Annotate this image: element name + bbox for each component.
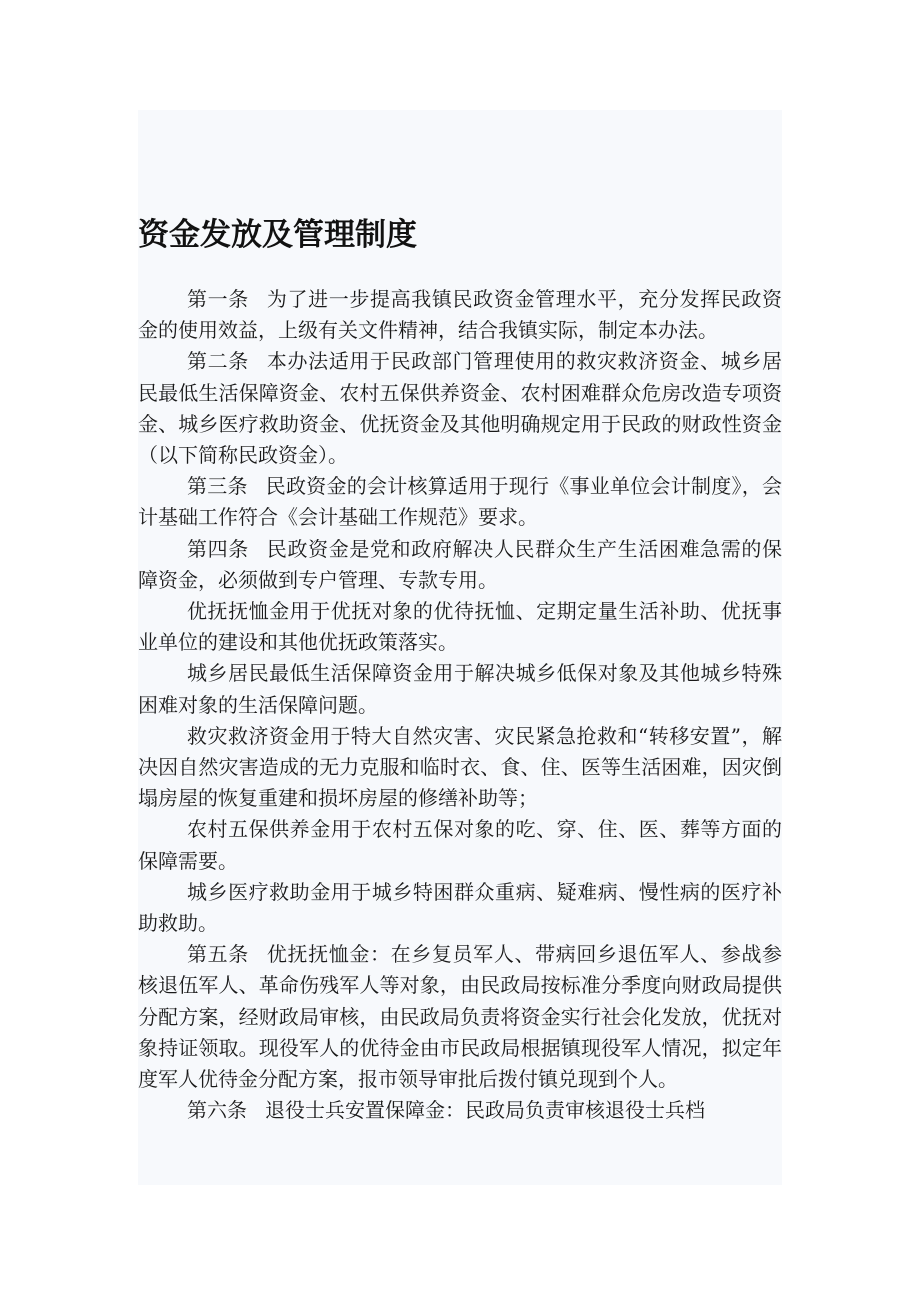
article-text: 优抚抚恤金：在乡复员军人、带病回乡退伍军人、参战参核退伍军人、革命伤残军人等对象，由民政局按标准分季度向财政局提供分配方案，经财政局审核，由民政局负责将资金实行社会化发放，优抚对象持证领取。现役军人的优待金由市民政局根据镇现役军人情况，拟定年度军人优待金分配方案，报市领导审批后拨付镇兑现到个人。 [138, 942, 782, 1092]
article-label: 第二条 [187, 349, 249, 374]
paragraph-dibao-fund [138, 658, 782, 720]
article-text: 民政资金是党和政府解决人民群众生产生活困难急需的保障资金，必须做到专户管理、专款专用。 [138, 536, 782, 592]
document-title: 资金发放及管理制度 [138, 217, 417, 253]
article-text: 民政资金的会计核算适用于现行《事业单位会计制度》，会计基础工作符合《会计基础工作规范》要求。 [138, 474, 782, 530]
paragraph-text: 救灾救济资金用于特大自然灾害、灾民紧急抢救和“转移安置”，解决因自然灾害造成的无力克服和临时衣、食、住、医等生活困难，因灾倒塌房屋的恢复重建和损坏房屋的修缮补助等； [138, 723, 782, 811]
article-4 [138, 534, 782, 596]
document-body [138, 284, 782, 1126]
article-text: 为了进一步提高我镇民政资金管理水平，充分发挥民政资金的使用效益，上级有关文件精神，结合我镇实际，制定本办法。 [138, 287, 782, 343]
article-6 [138, 1095, 782, 1126]
article-label: 第五条 [187, 942, 249, 967]
paragraph-youfu-fund [138, 596, 782, 658]
article-5 [138, 939, 782, 1095]
article-1 [138, 284, 782, 346]
article-label: 第一条 [187, 287, 249, 311]
document-page [138, 110, 782, 1185]
article-text: 本办法适用于民政部门管理使用的救灾救济资金、城乡居民最低生活保障资金、农村五保供养资金、农村困难群众危房改造专项资金、城乡医疗救助资金、优抚资金及其他明确规定用于民政的财政性资金（以下简称民政资金）。 [138, 349, 782, 468]
article-label: 第四条 [187, 536, 249, 561]
article-label: 第六条 [187, 1098, 247, 1123]
paragraph-medical-fund [138, 877, 782, 939]
article-text: 退役士兵安置保障金：民政局负责审核退役士兵档 [265, 1098, 705, 1123]
paragraph-disaster-fund [138, 721, 782, 815]
paragraph-text: 优抚抚恤金用于优抚对象的优待抚恤、定期定量生活补助、优抚事业单位的建设和其他优抚政策落实。 [138, 599, 782, 655]
article-2 [138, 346, 782, 471]
article-label: 第三条 [187, 474, 248, 499]
paragraph-wubao-fund [138, 814, 782, 876]
paragraph-text: 城乡医疗救助金用于城乡特困群众重病、疑难病、慢性病的医疗补助救助。 [138, 879, 782, 936]
paragraph-text: 农村五保供养金用于农村五保对象的吃、穿、住、医、葬等方面的保障需要。 [138, 817, 782, 873]
paragraph-text: 城乡居民最低生活保障资金用于解决城乡低保对象及其他城乡特殊困难对象的生活保障问题。 [138, 661, 782, 717]
article-3 [138, 471, 782, 533]
